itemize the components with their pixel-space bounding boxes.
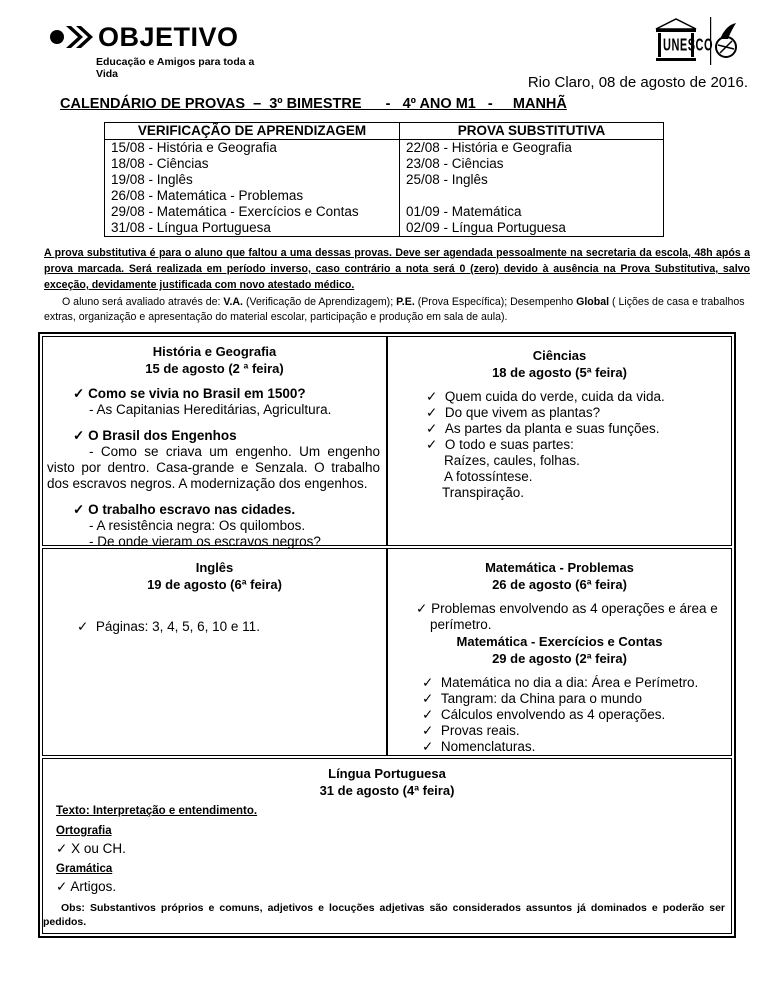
table-cell: 23/08 - Ciências xyxy=(400,156,664,172)
list-subitem: A fotossíntese. xyxy=(444,469,533,484)
topic-heading: Texto: Interpretação e entendimento. xyxy=(56,805,258,817)
logo-text: OBJETIVO xyxy=(98,22,239,52)
checkmark-icon: ✓ xyxy=(426,437,442,452)
eval-text: O aluno será avaliado através de: xyxy=(62,296,224,308)
historia-cell xyxy=(42,336,387,549)
list-item: Matemática no dia a dia: Área e Perímetro. xyxy=(440,675,699,690)
table-cell: 19/08 - Inglês xyxy=(105,172,400,188)
unesco-logo xyxy=(650,15,740,67)
subject-title: Inglês xyxy=(195,560,234,575)
subject-title: Matemática - Problemas xyxy=(485,560,634,575)
list-item: Páginas: 3, 4, 5, 6, 10 e 11. xyxy=(95,619,260,634)
table-cell: 15/08 - História e Geografia xyxy=(105,140,400,157)
checkmark-icon: ✓ xyxy=(73,386,89,401)
table-row xyxy=(105,204,664,220)
table-cell: 01/09 - Matemática xyxy=(400,204,664,220)
topic-heading: Ortografia xyxy=(56,825,112,837)
schedule-table xyxy=(104,122,664,237)
list-item: Provas reais. xyxy=(440,723,520,738)
subject-title: Ciências xyxy=(532,348,587,363)
eval-global: Global xyxy=(576,296,610,308)
topic-heading: Gramática xyxy=(56,863,113,875)
eval-text: ( Lições de casa e trabalhos extras, organização e apresentação do material escolar, participação e produção em sala de aula). xyxy=(44,296,745,323)
exam-date: 19 de agosto (6ª feira) xyxy=(147,577,282,592)
checkmark-icon: ✓ xyxy=(77,619,93,634)
subject-title: Matemática - Exercícios e Contas xyxy=(456,634,663,649)
evaluation-description xyxy=(44,295,750,325)
objetivo-logo xyxy=(48,18,278,80)
list-item: Quem cuida do verde, cuida da vida. xyxy=(444,389,665,404)
checkmark-icon: ✓ xyxy=(73,502,89,517)
subject-title: História e Geografia xyxy=(152,344,277,359)
checkmark-icon: ✓ xyxy=(416,601,432,616)
table-row xyxy=(105,188,664,204)
objetivo-logo-icon xyxy=(48,22,94,52)
list-subitem: Transpiração. xyxy=(442,485,525,500)
list-item: Problemas envolvendo as 4 operações e área e perímetro. xyxy=(430,601,718,632)
checkmark-icon: ✓ xyxy=(426,389,442,404)
exam-date: 31 de agosto (4ª feira) xyxy=(319,783,455,798)
checkmark-icon: ✓ xyxy=(56,841,72,856)
exam-date: 29 de agosto (2ª feira) xyxy=(492,651,627,666)
topic-detail: - A resistência negra: Os quilombos. xyxy=(89,518,306,533)
list-item: Nomenclaturas. xyxy=(440,739,536,754)
matematica-cell xyxy=(387,548,732,756)
topic: Como se vivia no Brasil em 1500? xyxy=(88,386,306,401)
date-line: Rio Claro, 08 de agosto de 2016. xyxy=(527,74,748,91)
checkmark-icon: ✓ xyxy=(426,421,442,436)
substitute-exam-notice: A prova substitutiva é para o aluno que faltou a uma dessas provas. Deve ser agendada pessoalmente na secretaria da escola, 48h após a prova marcada. Será realizada em período inverso, caso contrário a nota será 0 (zero) devido à ausência na Prova Substitutiva, salvo exceção, devidamente justificada com novo atestado médico. xyxy=(44,247,750,291)
checkmark-icon: ✓ xyxy=(422,675,438,690)
eval-va: V.A. xyxy=(223,296,243,308)
checkmark-icon: ✓ xyxy=(426,405,442,420)
table-row xyxy=(105,140,664,157)
table-cell: 31/08 - Língua Portuguesa xyxy=(105,220,400,237)
unesco-label: UNESCO xyxy=(663,36,714,56)
list-item: Artigos. xyxy=(70,879,117,894)
column-header: PROVA SUBSTITUTIVA xyxy=(400,123,664,140)
list-item: As partes da planta e suas funções. xyxy=(444,421,660,436)
checkmark-icon: ✓ xyxy=(422,739,438,754)
table-cell: 02/09 - Língua Portuguesa xyxy=(400,220,664,237)
exam-date: 18 de agosto (5ª feira) xyxy=(492,365,627,380)
subjects-grid xyxy=(38,332,736,938)
table-cell: 26/08 - Matemática - Problemas xyxy=(105,188,400,204)
portugues-cell xyxy=(42,758,732,934)
table-cell: 18/08 - Ciências xyxy=(105,156,400,172)
topic-detail: - De onde vieram os escravos negros? xyxy=(89,534,321,549)
table-row xyxy=(105,156,664,172)
checkmark-icon: ✓ xyxy=(56,879,71,894)
list-item: Tangram: da China para o mundo xyxy=(440,691,642,706)
ingles-cell xyxy=(42,548,387,756)
observation-note: Obs: Substantivos próprios e comuns, adjetivos e locuções adjetivas são considerados assuntos já dominados e poderão ser pedidos. xyxy=(43,902,725,928)
eval-text: (Verificação de Aprendizagem); xyxy=(243,296,397,308)
checkmark-icon: ✓ xyxy=(422,691,438,706)
table-row xyxy=(105,220,664,237)
list-subitem: Raízes, caules, folhas. xyxy=(444,453,580,468)
checkmark-icon: ✓ xyxy=(422,707,438,722)
checkmark-icon: ✓ xyxy=(422,723,438,738)
page-title: CALENDÁRIO DE PROVAS – 3º BIMESTRE - 4º ANO M1 - MANHÃ xyxy=(60,96,567,112)
topic-detail: - As Capitanias Hereditárias, Agricultura. xyxy=(89,402,332,417)
exam-date: 26 de agosto (6ª feira) xyxy=(492,577,627,592)
eval-pe: P.E. xyxy=(396,296,415,308)
table-cell: 22/08 - História e Geografia xyxy=(400,140,664,157)
schedule-header-row xyxy=(105,123,664,140)
list-item: X ou CH. xyxy=(71,841,126,856)
list-item: Do que vivem as plantas? xyxy=(444,405,601,420)
subject-title: Língua Portuguesa xyxy=(328,766,446,781)
topic: O Brasil dos Engenhos xyxy=(88,428,237,443)
table-cell xyxy=(400,188,664,204)
column-header: VERIFICAÇÃO DE APRENDIZAGEM xyxy=(105,123,400,140)
topic: O trabalho escravo nas cidades. xyxy=(88,502,296,517)
table-cell: 29/08 - Matemática - Exercícios e Contas xyxy=(105,204,400,220)
topic-detail: - Como se criava um engenho. Um engenho visto por dentro. Casa-grande e Senzala. O trabalho dos escravos negros. A modernização dos engenhos. xyxy=(47,444,380,491)
list-item: Cálculos envolvendo as 4 operações. xyxy=(440,707,666,722)
exam-date: 15 de agosto (2 ª feira) xyxy=(145,361,284,376)
table-cell: 25/08 - Inglês xyxy=(400,172,664,188)
eval-text: (Prova Específica); Desempenho xyxy=(414,296,577,308)
table-row xyxy=(105,172,664,188)
checkmark-icon: ✓ xyxy=(73,428,89,443)
ciencias-cell xyxy=(387,336,732,546)
list-item: O todo e suas partes: xyxy=(444,437,574,452)
logo-tagline: Educação e Amigos para toda a Vida xyxy=(96,56,255,80)
